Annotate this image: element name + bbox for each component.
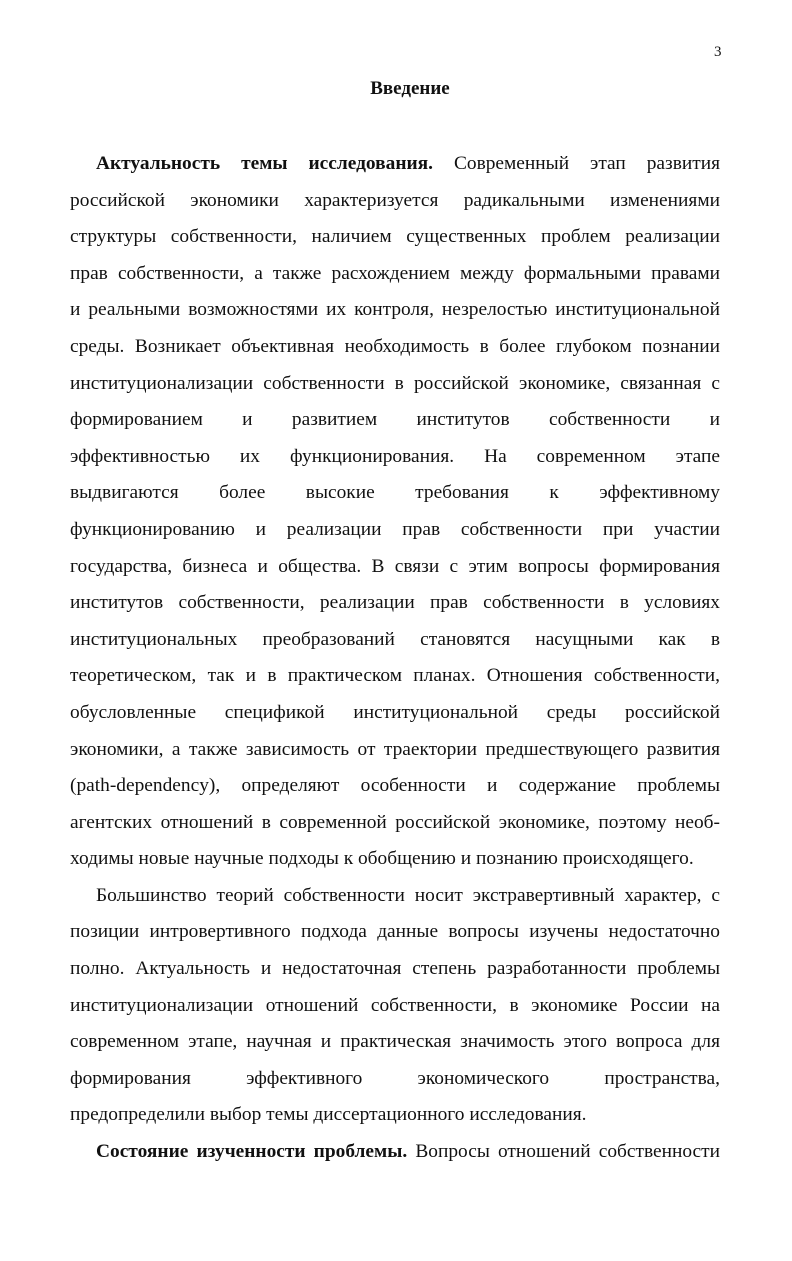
paragraph-3-line-1-text: Вопросы отношений собственности [415, 1141, 720, 1163]
paragraph-1-line-1-text: Современный этап развития [453, 153, 720, 174]
paragraph-1-line-13: институтов собственности, реализации прав собственности в условиях [70, 592, 720, 614]
paragraph-1-line-2: российской экономики характеризуется радикальными изменениями [70, 189, 720, 211]
paragraph-1-line-5: и реальными возможностями их контроля, незрелостью институциональной [70, 299, 720, 321]
paragraph-1-line-15: теоретическом, так и в практическом планах. Отношения собственности, [70, 665, 720, 687]
paragraph-2-line-7: предопределили выбор темы диссертационного исследования. [70, 1104, 587, 1126]
paragraph-1-line-4: прав собственности, а также расхождением между формальными правами [70, 262, 720, 284]
paragraph-1-line-20: ходимы новые научные подходы к обобщению и познанию происходящего. [70, 848, 694, 870]
paragraph-1-line-1 [70, 146, 720, 183]
paragraph-1-line-8: формированием и развитием институтов собственности и [70, 409, 720, 431]
paragraph-2-line-6: формирования эффективного экономического пространства, [70, 1067, 720, 1089]
paragraph-3-lead: Состояние изученности проблемы. [96, 1141, 408, 1163]
paragraph-1-line-18: (path-dependency), определяют особенности и содержание проблемы [70, 775, 720, 797]
paragraph-1-line-11: функционированию и реализации прав собственности при участии [70, 518, 720, 540]
paragraph-1-line-17: экономики, а также зависимость от траектории предшествующего развития [70, 738, 720, 760]
paragraph-2-line-5: современном этапе, научная и практическая значимость этого вопроса для [70, 1031, 720, 1053]
paragraph-2-line-1: Большинство теорий собственности носит экстравертивный характер, с [96, 884, 720, 906]
page-number: 3 [714, 44, 722, 60]
paragraph-1-lead: Актуальность темы исследования. [96, 153, 433, 174]
paragraph-3-line-1 [70, 1134, 720, 1171]
paragraph-1-line-7: институционализации собственности в российской экономике, связанная с [70, 372, 720, 394]
paragraph-1-line-19: агентских отношений в современной российской экономике, поэтому необ- [70, 811, 720, 833]
paragraph-1-line-12: государства, бизнеса и общества. В связи с этим вопросы формирования [70, 555, 720, 577]
paragraph-2-line-3: полно. Актуальность и недостаточная степень разработанности проблемы [70, 958, 720, 980]
paragraph-2-line-2: позиции интровертивного подхода данные вопросы изучены недостаточно [70, 921, 720, 943]
document-body [70, 146, 720, 1171]
paragraph-1-line-14: институциональных преобразований становятся насущными как в [70, 628, 720, 650]
paragraph-2-line-4: институционализации отношений собственности, в экономике России на [70, 994, 720, 1016]
section-heading: Введение [370, 78, 450, 99]
paragraph-1-line-10: выдвигаются более высокие требования к эффективному [70, 482, 720, 504]
paragraph-1-line-9: эффективностью их функционирования. На современном этапе [70, 445, 720, 467]
paragraph-1-line-3: структуры собственности, наличием существенных проблем реализации [70, 226, 720, 248]
paragraph-1-line-6: среды. Возникает объективная необходимость в более глубоком познании [70, 335, 720, 357]
paragraph-1-line-16: обусловленные спецификой институциональной среды российской [70, 701, 720, 723]
